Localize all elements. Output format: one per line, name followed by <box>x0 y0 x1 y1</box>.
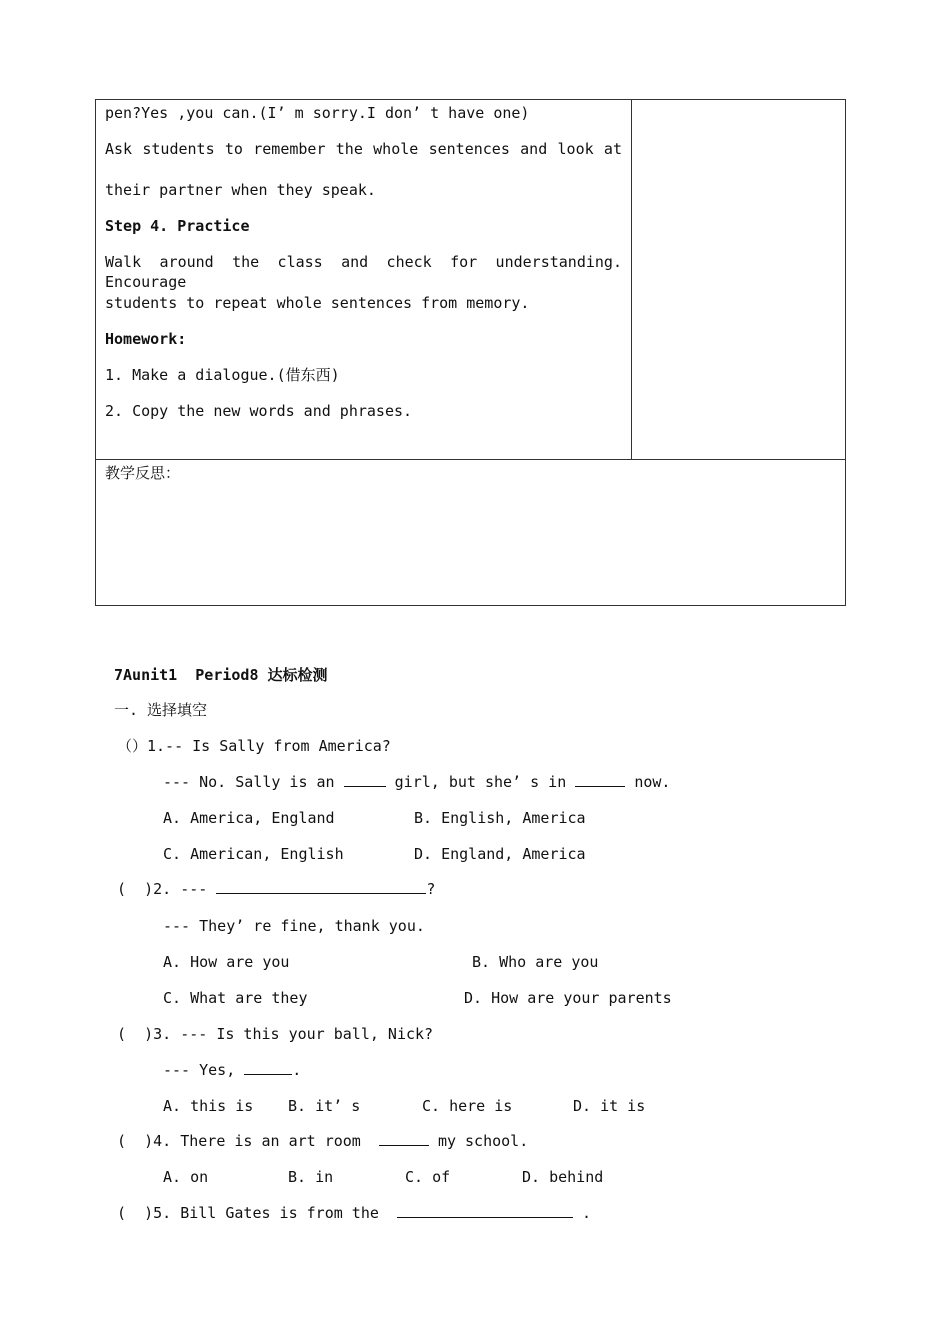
option-c: C. What are they <box>163 989 308 1007</box>
option-c: C. of <box>405 1168 451 1186</box>
question-stem: ( )5. Bill Gates is from the . <box>117 1204 592 1222</box>
reflection-label: 教学反思： <box>105 464 181 482</box>
option-b: B. in <box>288 1168 334 1186</box>
option-b: B. it’ s <box>288 1097 361 1115</box>
option-a: A. this is <box>163 1097 254 1115</box>
answer-blank[interactable] <box>216 879 426 894</box>
option-b: B. Who are you <box>472 953 599 971</box>
table-line: students to repeat whole sentences from memory. <box>105 294 530 312</box>
homework-item: 1. Make a dialogue.(借东西) <box>105 366 340 384</box>
question-stem: ( )4. There is an art room my school. <box>117 1132 529 1150</box>
step-heading: Step 4. Practice <box>105 217 250 235</box>
section-heading: 一. 选择填空 <box>114 701 208 719</box>
option-d: D. it is <box>573 1097 646 1115</box>
question-reply: --- Yes, . <box>163 1061 302 1079</box>
question-stem: （）1.-- Is Sally from America? <box>117 737 391 755</box>
answer-blank[interactable] <box>397 1203 573 1218</box>
table-divider-horizontal <box>96 459 845 460</box>
table-divider-vertical <box>631 100 632 460</box>
answer-blank[interactable] <box>344 772 386 787</box>
table-line: Walk around the class and check for understanding. Encourage <box>105 253 622 291</box>
option-a: A. on <box>163 1168 209 1186</box>
answer-blank[interactable] <box>244 1060 292 1075</box>
option-b: B. English, America <box>414 809 586 827</box>
table-line: pen?Yes ,you can.(I’ m sorry.I don’ t have one) <box>105 104 530 122</box>
option-d: D. How are your parents <box>464 989 672 1007</box>
homework-item: 2. Copy the new words and phrases. <box>105 402 413 420</box>
option-d: D. behind <box>522 1168 604 1186</box>
table-line: Ask students to remember the whole sentences and look at <box>105 140 622 158</box>
exercise-title: 7Aunit1 Period8 达标检测 <box>114 666 328 684</box>
question-stem: ( )3. --- Is this your ball, Nick? <box>117 1025 434 1043</box>
option-c: C. here is <box>422 1097 513 1115</box>
option-a: A. How are you <box>163 953 290 971</box>
table-line: their partner when they speak. <box>105 181 376 199</box>
homework-heading: Homework: <box>105 330 187 348</box>
question-reply: --- They’ re fine, thank you. <box>163 917 425 935</box>
lesson-plan-table <box>95 99 846 606</box>
option-c: C. American, English <box>163 845 344 863</box>
answer-blank[interactable] <box>379 1131 429 1146</box>
option-d: D. England, America <box>414 845 586 863</box>
option-a: A. America, England <box>163 809 335 827</box>
question-reply: --- No. Sally is an girl, but she’ s in now. <box>163 773 671 791</box>
answer-blank[interactable] <box>575 772 625 787</box>
question-stem: ( )2. --- ? <box>117 880 436 898</box>
